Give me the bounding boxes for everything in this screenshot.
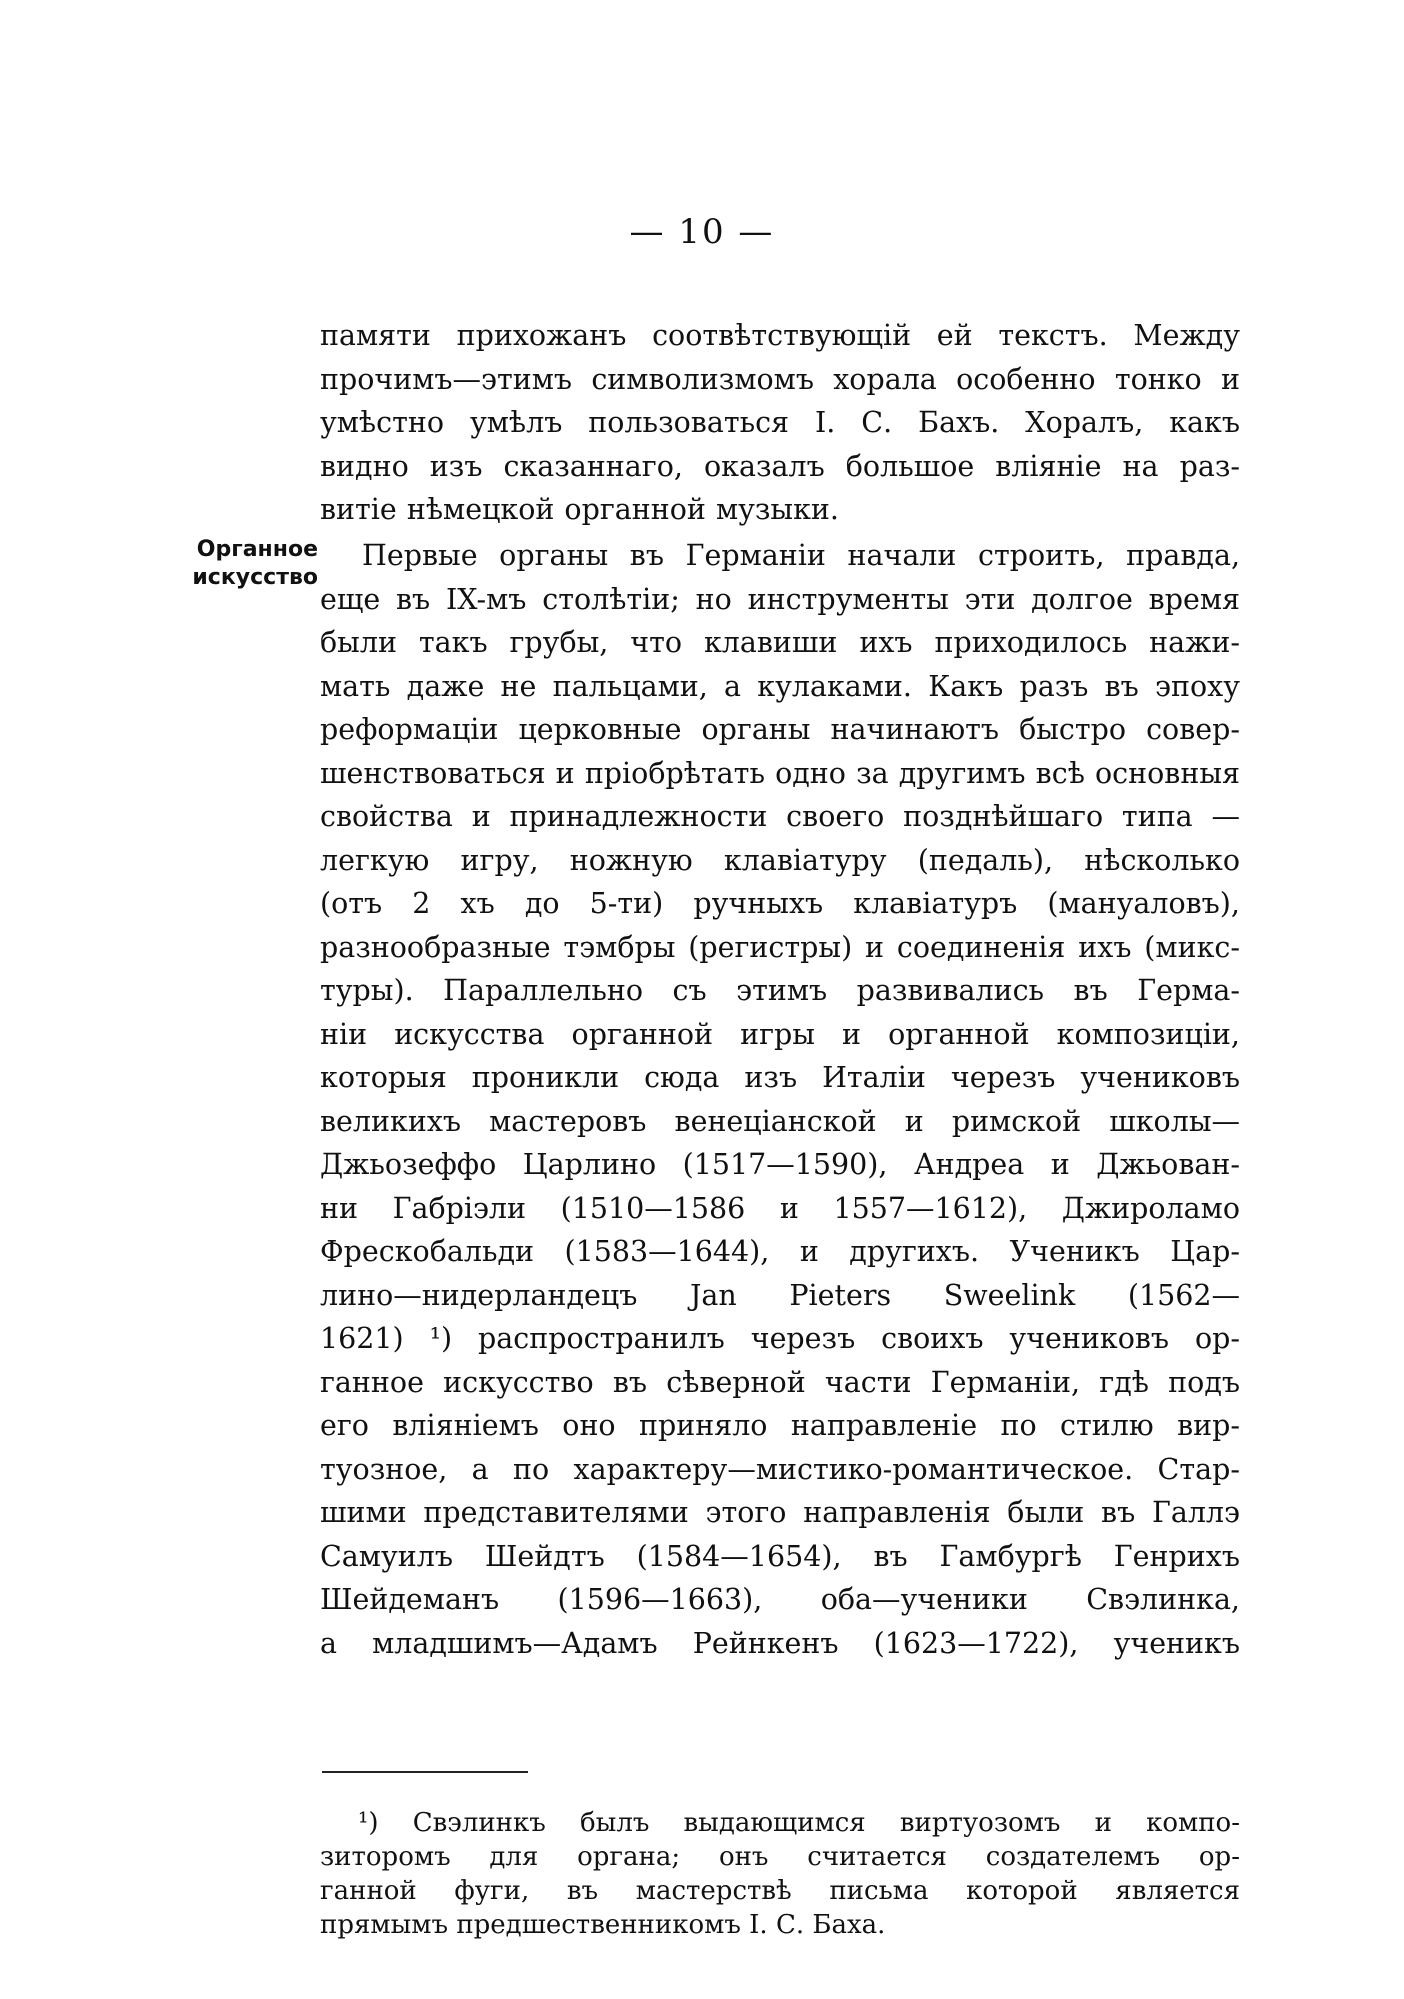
text-line: реформаціи церковные органы начинаютъ быстро совер- (320, 713, 1240, 746)
text-line: туры). Параллельно съ этимъ развивались въ Герма- (320, 974, 1240, 1007)
text-line: прочимъ—этимъ символизмомъ хорала особенно тонко и (320, 362, 1240, 396)
footnote-line: зиторомъ для органа; онъ считается создателемъ ор- (320, 1842, 1240, 1872)
margin-heading-organ-art (152, 536, 318, 592)
text-line: 1621) ¹) распространилъ черезъ своихъ учениковъ ор- (320, 1322, 1240, 1355)
text-line: шими представителями этого направленія были въ Галлэ (320, 1496, 1240, 1529)
text-line: легкую игру, ножную клавіатуру (педаль), нѣсколько (320, 843, 1240, 877)
text-line: которыя проникли сюда изъ Италіи черезъ учениковъ (320, 1061, 1240, 1094)
text-line: витіе нѣмецкой органной музыки. (320, 493, 839, 526)
paragraph-choral-symbolism (320, 314, 1240, 532)
text-line: его вліяніемъ оно приняло направленіе по стилю вир- (320, 1409, 1240, 1442)
text-line: туозное, а по характеру—мистико-романтическое. Стар- (320, 1452, 1240, 1486)
text-line: видно изъ сказаннаго, оказалъ большое вліяніе на раз- (320, 449, 1240, 483)
footnote-line: ганной фуги, въ мастерствѣ письма которой является (320, 1876, 1240, 1906)
footnote (320, 1806, 1240, 1942)
text-line: Самуилъ Шейдтъ (1584—1654), въ Гамбургѣ Генрихъ (320, 1539, 1240, 1573)
text-line: великихъ мастеровъ венеціанской и римской школы— (320, 1104, 1240, 1138)
text-line: свойства и принадлежности своего позднѣйшаго типа — (320, 800, 1240, 833)
text-line: разнообразные тэмбры (регистры) и соединенія ихъ (микс- (320, 930, 1240, 964)
margin-heading-line: Органное (196, 537, 318, 562)
text-line: умѣстно умѣлъ пользоваться І. С. Бахъ. Хоралъ, какъ (320, 406, 1240, 439)
text-line: еще въ IX-мъ столѣтіи; но инструменты эти долгое время (320, 582, 1240, 616)
footnote-line: прямымъ предшественникомъ І. С. Баха. (320, 1910, 886, 1940)
paragraph-organ-history (320, 534, 1240, 1665)
text-line: Джьозеффо Царлино (1517—1590), Андреа и Джьован- (320, 1148, 1240, 1181)
text-line: ніи искусства органной игры и органной композиціи, (320, 1017, 1240, 1051)
text-line: а младшимъ—Адамъ Рейнкенъ (1623—1722), ученикъ (320, 1626, 1240, 1660)
text-line: были такъ грубы, что клавиши ихъ приходилось нажи- (320, 626, 1240, 659)
footnote-divider (322, 1771, 528, 1773)
text-line: памяти прихожанъ соотвѣтствующій ей текстъ. Между (320, 319, 1240, 352)
text-line: Шейдеманъ (1596—1663), оба—ученики Свэлинка, (320, 1583, 1240, 1616)
text-line: (отъ 2 хъ до 5-ти) ручныхъ клавіатуръ (мануаловъ), (320, 887, 1240, 920)
text-line: ганное искусство въ сѣверной части Германіи, гдѣ подъ (320, 1365, 1240, 1399)
margin-heading-line: искусство (192, 565, 318, 590)
text-line: ни Габріэли (1510—1586 и 1557—1612), Джироламо (320, 1191, 1240, 1225)
text-line: Фрескобальди (1583—1644), и другихъ. Ученикъ Цар- (320, 1235, 1240, 1268)
text-line: лино—нидерландецъ Jan Pieters Sweelink (1562— (320, 1278, 1240, 1312)
page-number: — 10 — (629, 212, 775, 252)
text-line: мать даже не пальцами, а кулаками. Какъ разъ въ эпоху (320, 669, 1240, 703)
footnote-line: ¹) Свэлинкъ былъ выдающимся виртуозомъ и компо- (358, 1808, 1240, 1838)
text-line: шенствоваться и пріобрѣтать одно за другимъ всѣ основныя (320, 756, 1240, 790)
text-line: Первые органы въ Германіи начали строить, правда, (362, 539, 1240, 572)
